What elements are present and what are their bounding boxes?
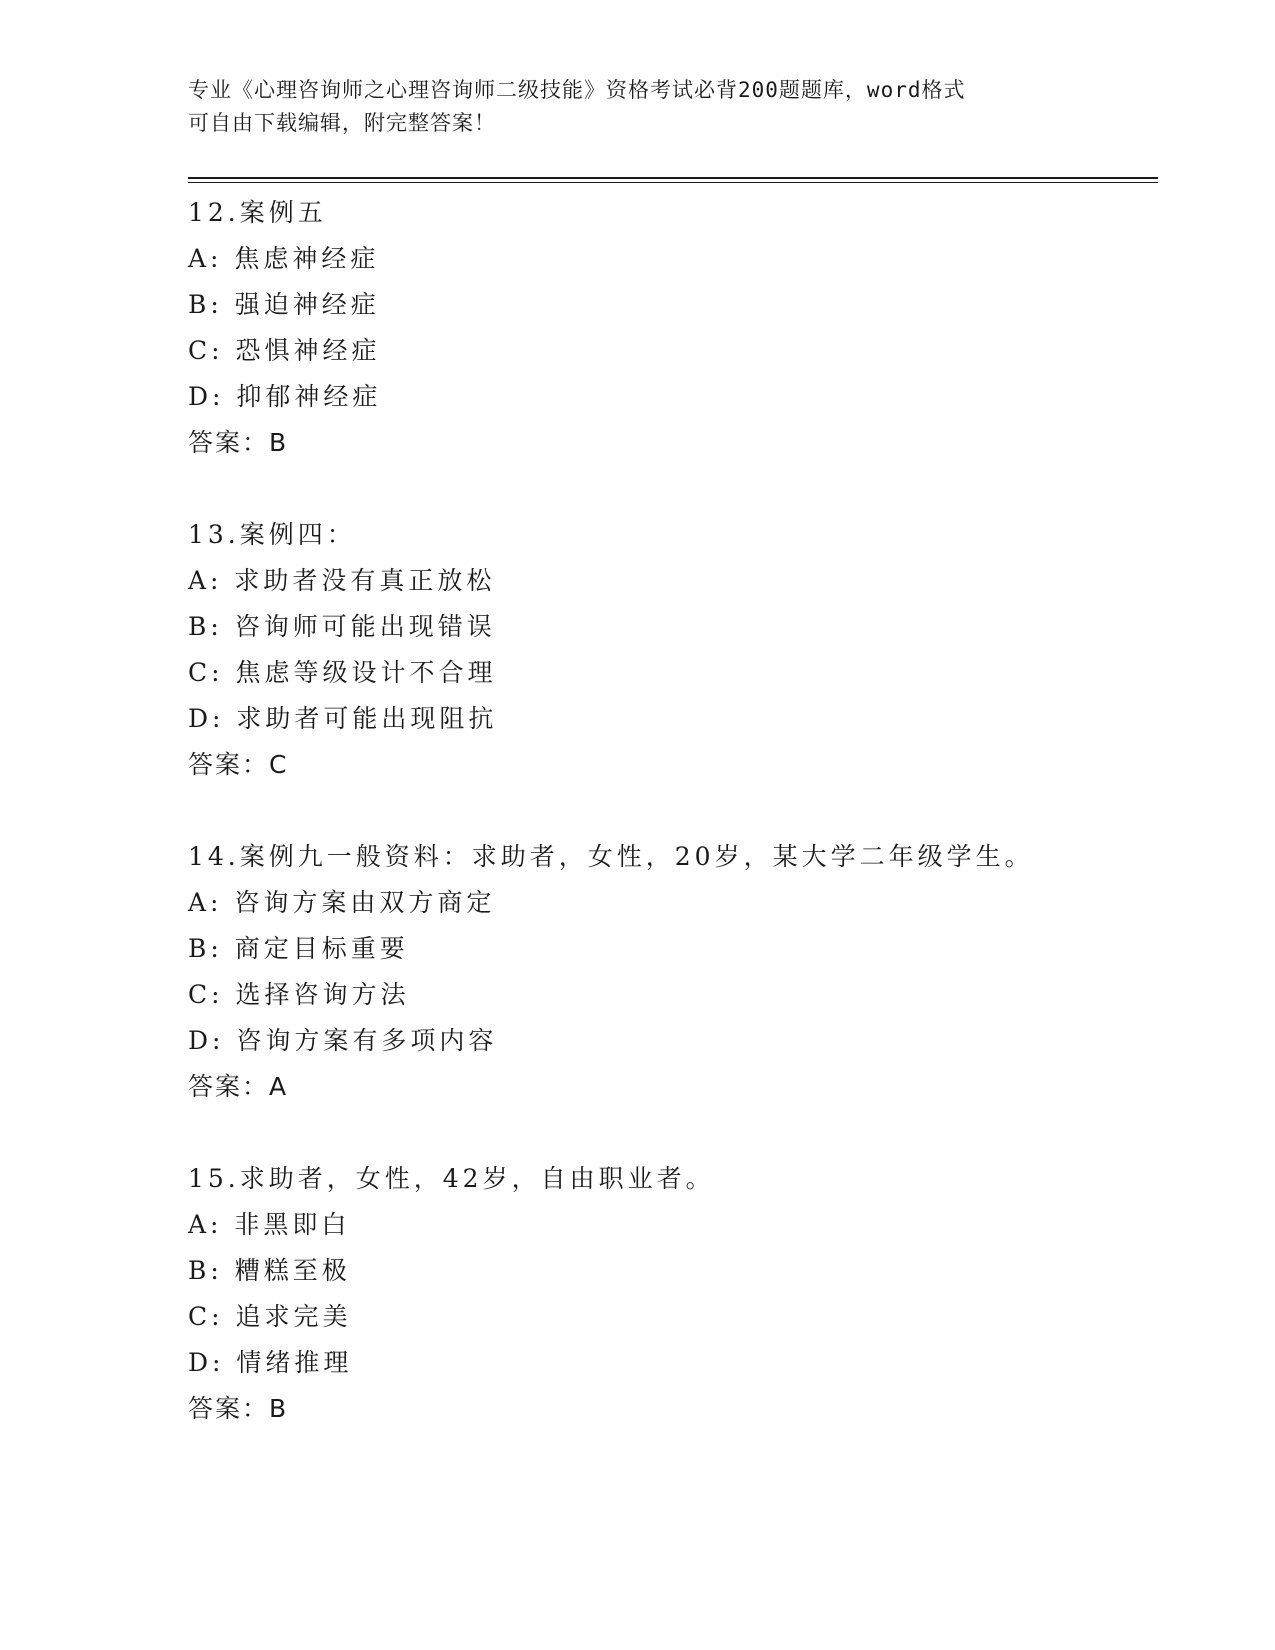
option-c: C: 追求完美 xyxy=(188,1302,352,1331)
option-a: A: 求助者没有真正放松 xyxy=(188,566,496,595)
option-b: B: 强迫神经症 xyxy=(188,290,380,319)
option-d: D: 咨询方案有多项内容 xyxy=(188,1026,498,1055)
option-a: A: 非黑即白 xyxy=(188,1210,351,1239)
question-stem: 15.求助者，女性，42岁，自由职业者。 xyxy=(188,1164,715,1193)
option-a: A: 焦虑神经症 xyxy=(188,244,380,273)
option-b: B: 商定目标重要 xyxy=(188,934,409,963)
option-b: B: 咨询师可能出现错误 xyxy=(188,612,496,641)
question-13 xyxy=(188,512,1158,788)
option-c: C: 焦虑等级设计不合理 xyxy=(188,658,497,687)
header-divider-bottom xyxy=(188,182,1158,183)
answer-line: 答案：C xyxy=(188,750,289,779)
question-14 xyxy=(188,834,1158,1110)
document-header xyxy=(188,74,1068,140)
question-stem: 13.案例四： xyxy=(188,520,356,549)
option-b: B: 糟糕至极 xyxy=(188,1256,351,1285)
question-stem: 14.案例九一般资料：求助者，女性，20岁，某大学二年级学生。 xyxy=(188,842,1034,871)
option-d: D: 抑郁神经症 xyxy=(188,382,382,411)
answer-line: 答案：B xyxy=(188,1394,289,1423)
option-d: D: 情绪推理 xyxy=(188,1348,353,1377)
question-12 xyxy=(188,190,1158,466)
option-c: C: 选择咨询方法 xyxy=(188,980,410,1009)
header-line-1: 专业《心理咨询师之心理咨询师二级技能》资格考试必背200题题库，word格式 xyxy=(188,78,966,102)
question-list xyxy=(188,190,1158,1478)
header-divider-top xyxy=(188,177,1158,179)
answer-line: 答案：A xyxy=(188,1072,289,1101)
option-a: A: 咨询方案由双方商定 xyxy=(188,888,496,917)
answer-line: 答案：B xyxy=(188,428,289,457)
question-15 xyxy=(188,1156,1158,1432)
question-stem: 12.案例五 xyxy=(188,198,327,227)
option-d: D: 求助者可能出现阻抗 xyxy=(188,704,498,733)
header-line-2: 可自由下载编辑，附完整答案！ xyxy=(188,111,496,135)
option-c: C: 恐惧神经症 xyxy=(188,336,381,365)
